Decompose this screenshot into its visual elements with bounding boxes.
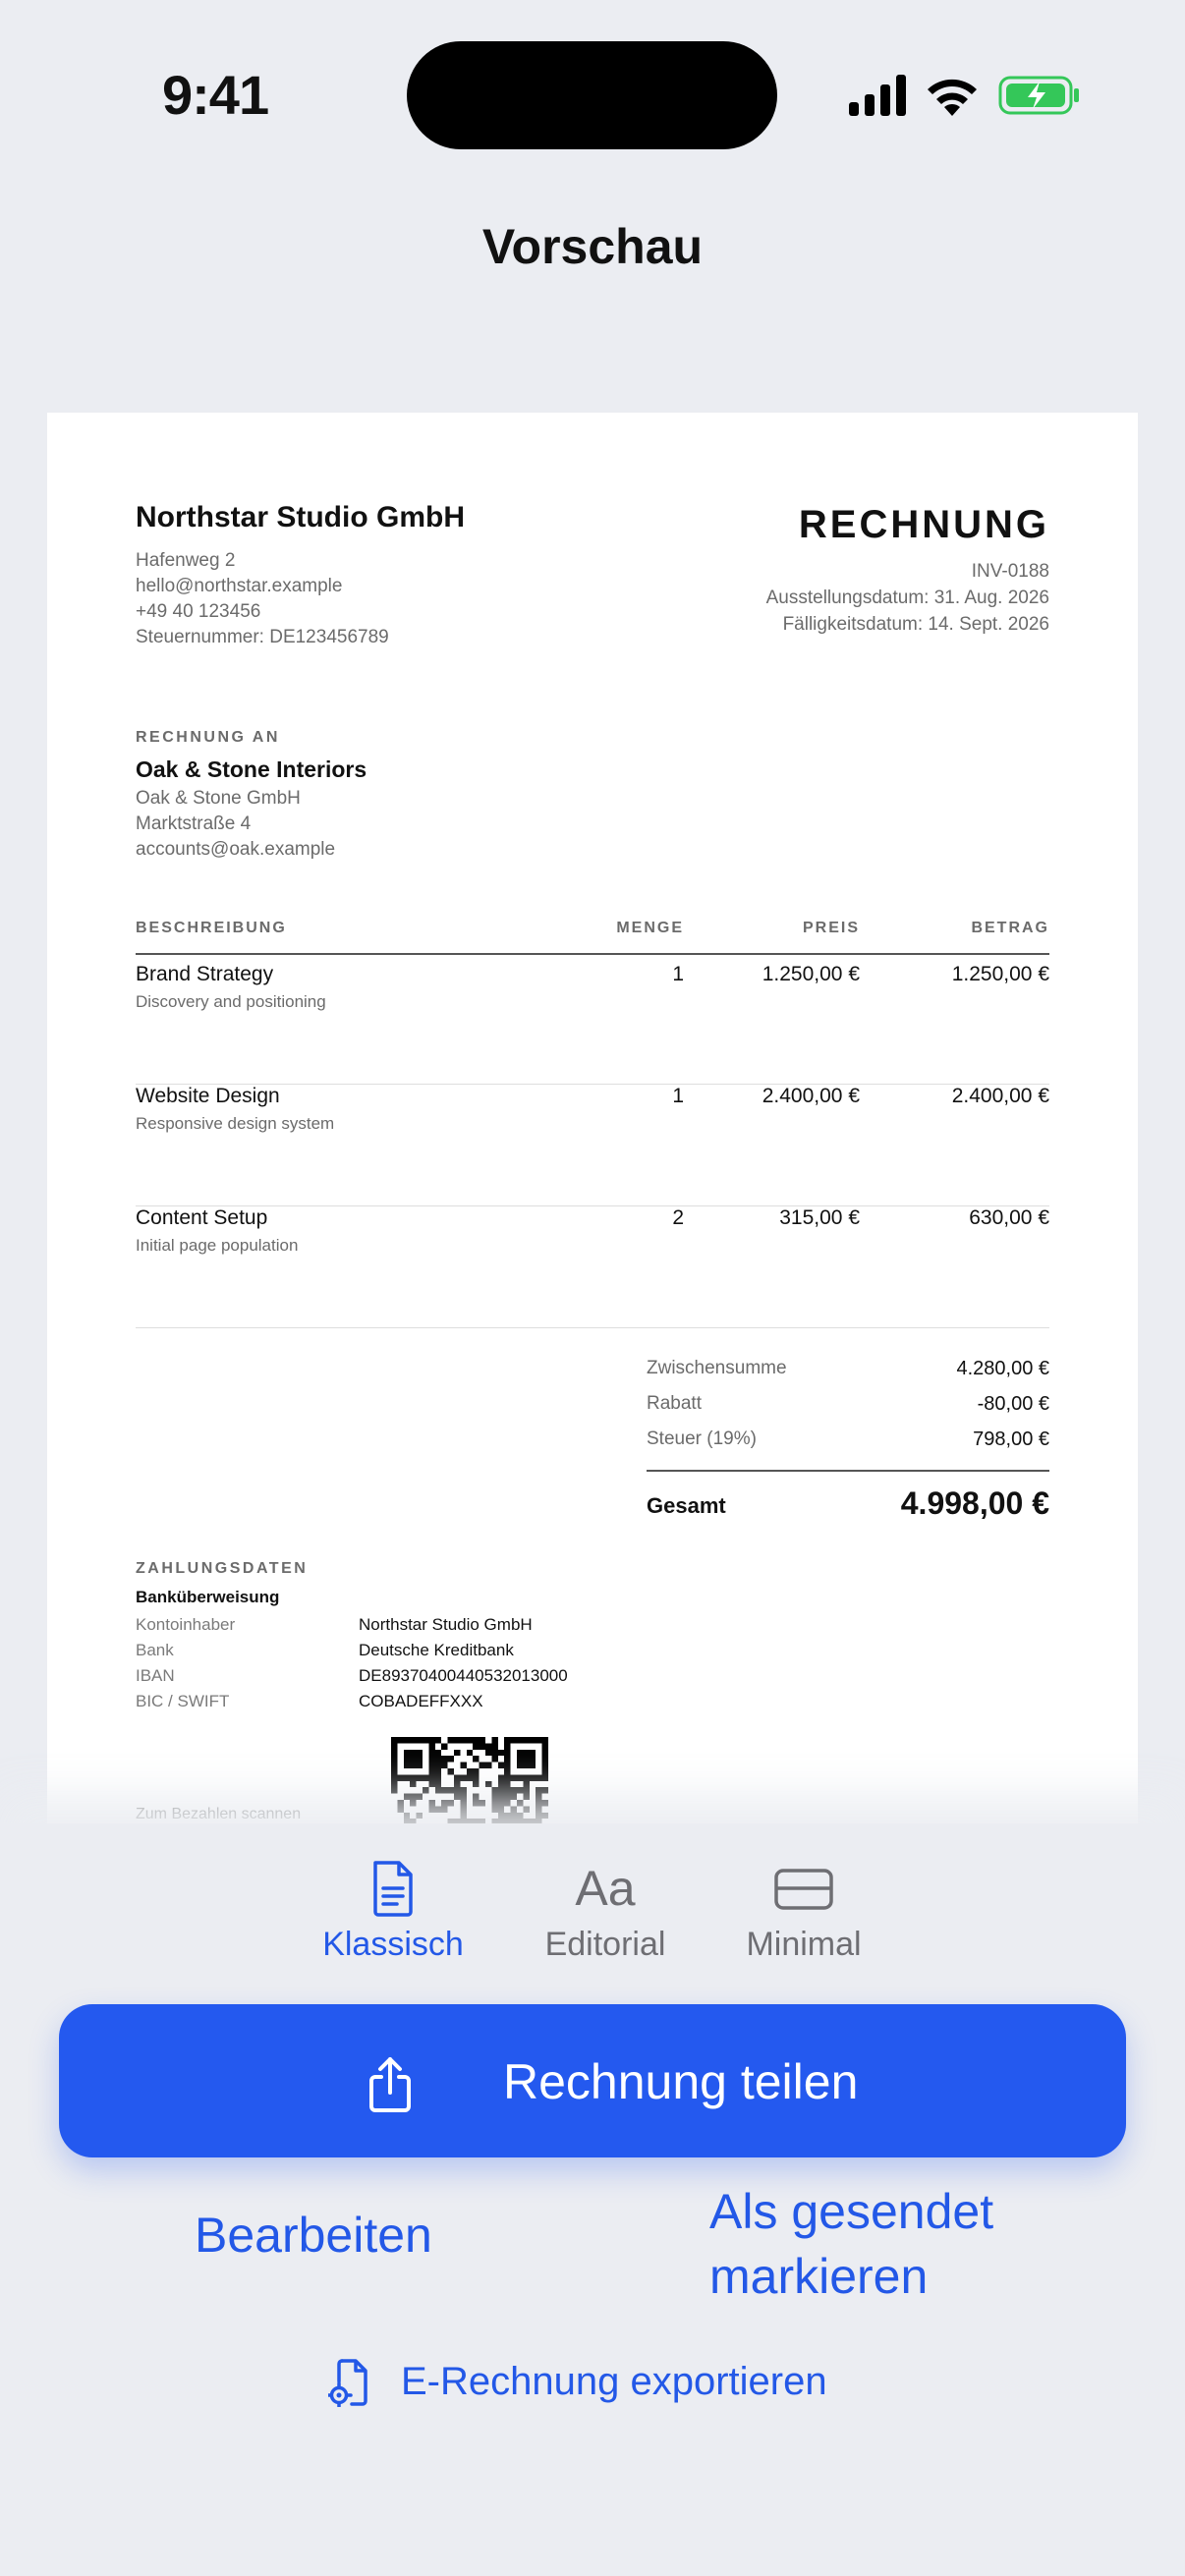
table-header-divider bbox=[136, 953, 1049, 955]
client-name: Oak & Stone Interiors bbox=[136, 756, 367, 782]
column-header-price: PREIS bbox=[802, 920, 860, 936]
share-invoice-button[interactable] bbox=[59, 2004, 1126, 2157]
item-description: Responsive design system bbox=[136, 1114, 335, 1133]
issue-date: Ausstellungsdatum: 31. Aug. 2026 bbox=[765, 588, 1049, 608]
template-minimal-option[interactable] bbox=[705, 1859, 902, 1964]
item-description: Initial page population bbox=[136, 1236, 299, 1255]
battery-charging-icon bbox=[998, 75, 1081, 116]
payment-value: DE89370400440532013000 bbox=[359, 1666, 568, 1685]
wifi-icon bbox=[924, 73, 981, 116]
payment-qr-code bbox=[391, 1737, 548, 1823]
tax-line bbox=[647, 1428, 1049, 1464]
scan-to-pay-label: Zum Bezahlen scannen bbox=[136, 1806, 302, 1822]
totals-block bbox=[647, 1358, 1049, 1544]
client-email: accounts@oak.example bbox=[136, 839, 336, 860]
grand-total-line bbox=[647, 1485, 1049, 1544]
action-panel bbox=[0, 1823, 1185, 2576]
payment-key: BIC / SWIFT bbox=[136, 1692, 230, 1710]
due-date: Fälligkeitsdatum: 14. Sept. 2026 bbox=[782, 614, 1049, 635]
item-name: Content Setup bbox=[136, 1206, 268, 1229]
discount-label: Rabatt bbox=[647, 1393, 702, 1414]
totals-divider bbox=[647, 1470, 1049, 1472]
invoice-preview bbox=[47, 413, 1138, 1823]
total-value: 4.998,00 € bbox=[900, 1485, 1049, 1521]
payment-details-label: ZAHLUNGSDATEN bbox=[136, 1560, 309, 1577]
row-divider bbox=[136, 1327, 1049, 1328]
discount-line bbox=[647, 1393, 1049, 1428]
table-row bbox=[136, 1206, 1049, 1328]
payment-value: COBADEFFXXX bbox=[359, 1692, 483, 1710]
client-address: Marktstraße 4 bbox=[136, 813, 252, 834]
client-company: Oak & Stone GmbH bbox=[136, 788, 301, 809]
template-editorial-option[interactable] bbox=[507, 1859, 704, 1964]
template-editorial-label: Editorial bbox=[544, 1926, 666, 1963]
item-amount: 630,00 € bbox=[969, 1206, 1049, 1229]
subtotal-label: Zwischensumme bbox=[647, 1358, 787, 1378]
client-details bbox=[136, 786, 335, 863]
tax-label: Steuer (19%) bbox=[647, 1428, 757, 1449]
document-icon bbox=[369, 1859, 417, 1918]
subtotal-line bbox=[647, 1358, 1049, 1393]
share-invoice-label: Rechnung teilen bbox=[503, 2054, 859, 2109]
payment-key: Bank bbox=[136, 1641, 174, 1659]
subtotal-value: 4.280,00 € bbox=[956, 1358, 1049, 1379]
dynamic-island bbox=[407, 41, 777, 149]
item-name: Brand Strategy bbox=[136, 963, 274, 985]
item-qty: 1 bbox=[672, 1085, 684, 1107]
edit-button[interactable]: Bearbeiten bbox=[195, 2208, 432, 2263]
company-tax-number: Steuernummer: DE123456789 bbox=[136, 627, 389, 647]
total-label: Gesamt bbox=[647, 1493, 726, 1518]
payment-value: Deutsche Kreditbank bbox=[359, 1641, 514, 1659]
item-qty: 2 bbox=[672, 1206, 684, 1229]
card-icon bbox=[772, 1859, 835, 1918]
template-classic-option[interactable] bbox=[295, 1859, 491, 1964]
item-name: Website Design bbox=[136, 1085, 280, 1107]
text-format-icon: Aa bbox=[575, 1861, 636, 1916]
share-icon bbox=[366, 2055, 415, 2114]
item-description: Discovery and positioning bbox=[136, 992, 326, 1011]
company-address: Hafenweg 2 bbox=[136, 550, 236, 571]
company-phone: +49 40 123456 bbox=[136, 601, 261, 622]
item-price: 315,00 € bbox=[779, 1206, 860, 1229]
payment-key: IBAN bbox=[136, 1666, 175, 1685]
invoice-meta bbox=[766, 558, 1049, 638]
page-title: Vorschau bbox=[481, 219, 704, 274]
cellular-signal-icon bbox=[849, 75, 908, 116]
company-details bbox=[136, 548, 389, 650]
item-price: 2.400,00 € bbox=[762, 1085, 860, 1107]
company-name: Northstar Studio GmbH bbox=[136, 501, 465, 533]
document-gear-icon bbox=[328, 2358, 371, 2407]
invoice-number: INV-0188 bbox=[971, 561, 1049, 582]
template-minimal-label: Minimal bbox=[746, 1926, 862, 1963]
column-header-qty: MENGE bbox=[616, 920, 684, 936]
export-e-invoice-label: E-Rechnung exportieren bbox=[401, 2360, 827, 2403]
template-classic-label: Klassisch bbox=[322, 1926, 464, 1963]
item-price: 1.250,00 € bbox=[762, 963, 860, 985]
item-qty: 1 bbox=[672, 963, 684, 985]
column-header-amount: BETRAG bbox=[971, 920, 1049, 936]
tax-value: 798,00 € bbox=[973, 1428, 1049, 1450]
status-time: 9:41 bbox=[162, 64, 269, 126]
table-row bbox=[136, 1085, 1049, 1206]
item-amount: 1.250,00 € bbox=[951, 963, 1049, 985]
payment-key: Kontoinhaber bbox=[136, 1615, 236, 1634]
mark-as-sent-button[interactable]: Als gesendet markieren bbox=[709, 2184, 994, 2304]
discount-value: -80,00 € bbox=[977, 1393, 1049, 1415]
column-header-description: BESCHREIBUNG bbox=[136, 920, 287, 936]
payment-value: Northstar Studio GmbH bbox=[359, 1615, 533, 1634]
table-row bbox=[136, 963, 1049, 1085]
bill-to-label: RECHNUNG AN bbox=[136, 729, 280, 746]
payment-method: Banküberweisung bbox=[136, 1588, 280, 1606]
document-title: RECHNUNG bbox=[798, 503, 1049, 546]
item-amount: 2.400,00 € bbox=[951, 1085, 1049, 1107]
company-email: hello@northstar.example bbox=[136, 576, 343, 596]
